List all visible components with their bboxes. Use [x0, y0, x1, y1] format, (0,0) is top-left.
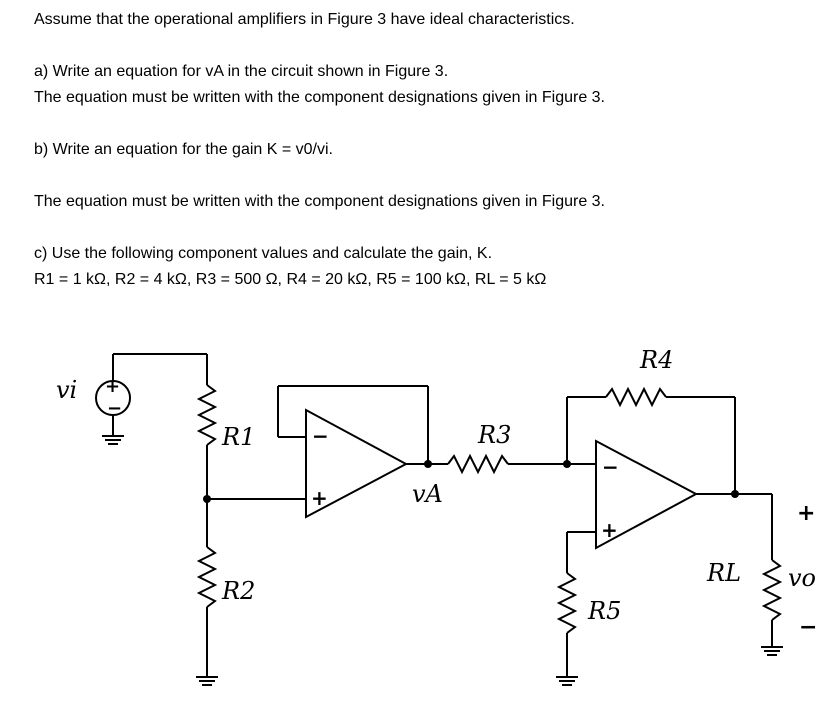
junction-r3-r4 [563, 460, 571, 468]
source-plus: + [105, 376, 121, 397]
part-a-note: The equation must be written with the component designations given in Figure 3. [34, 89, 605, 106]
intro-text: Assume that the operational amplifiers in Figure 3 have ideal characteristics. [34, 11, 575, 28]
rl-resistor [764, 560, 780, 620]
opamp2-plus: + [601, 518, 618, 542]
junction-va [424, 460, 432, 468]
r5-resistor [559, 573, 575, 633]
part-b-note: The equation must be written with the component designations given in Figure 3. [34, 193, 605, 210]
rl-label: RL [707, 559, 742, 587]
output-minus: − [799, 615, 818, 640]
r4-resistor [606, 389, 666, 405]
source-label: vi [56, 376, 78, 404]
part-b-question: b) Write an equation for the gain K = v0/vi. [34, 141, 333, 158]
junction-output [731, 490, 739, 498]
r1-label: R1 [222, 423, 256, 451]
r3-label: R3 [478, 421, 512, 449]
r5-label: R5 [588, 597, 622, 625]
vo-label: vo [788, 564, 817, 592]
opamp1-minus: − [312, 424, 329, 448]
opamp2-minus: − [602, 455, 619, 479]
part-a-question: a) Write an equation for vA in the circuit shown in Figure 3. [34, 63, 449, 80]
circuit-diagram [0, 330, 833, 702]
r4-label: R4 [640, 346, 674, 374]
part-c-question: c) Use the following component values and calculate the gain, K. [34, 245, 493, 262]
source-minus: − [107, 398, 123, 419]
opamp1-plus: + [311, 486, 328, 510]
junction-divider [203, 495, 211, 503]
part-c-values: R1 = 1 kΩ, R2 = 4 kΩ, R3 = 500 Ω, R4 = 20 kΩ, R5 = 100 kΩ, RL = 5 kΩ [34, 271, 547, 288]
va-label: vA [412, 480, 443, 508]
r2-label: R2 [222, 577, 256, 605]
r2-resistor [199, 547, 215, 607]
r3-resistor [448, 456, 508, 472]
output-plus: + [797, 501, 816, 526]
r1-resistor [199, 385, 215, 445]
